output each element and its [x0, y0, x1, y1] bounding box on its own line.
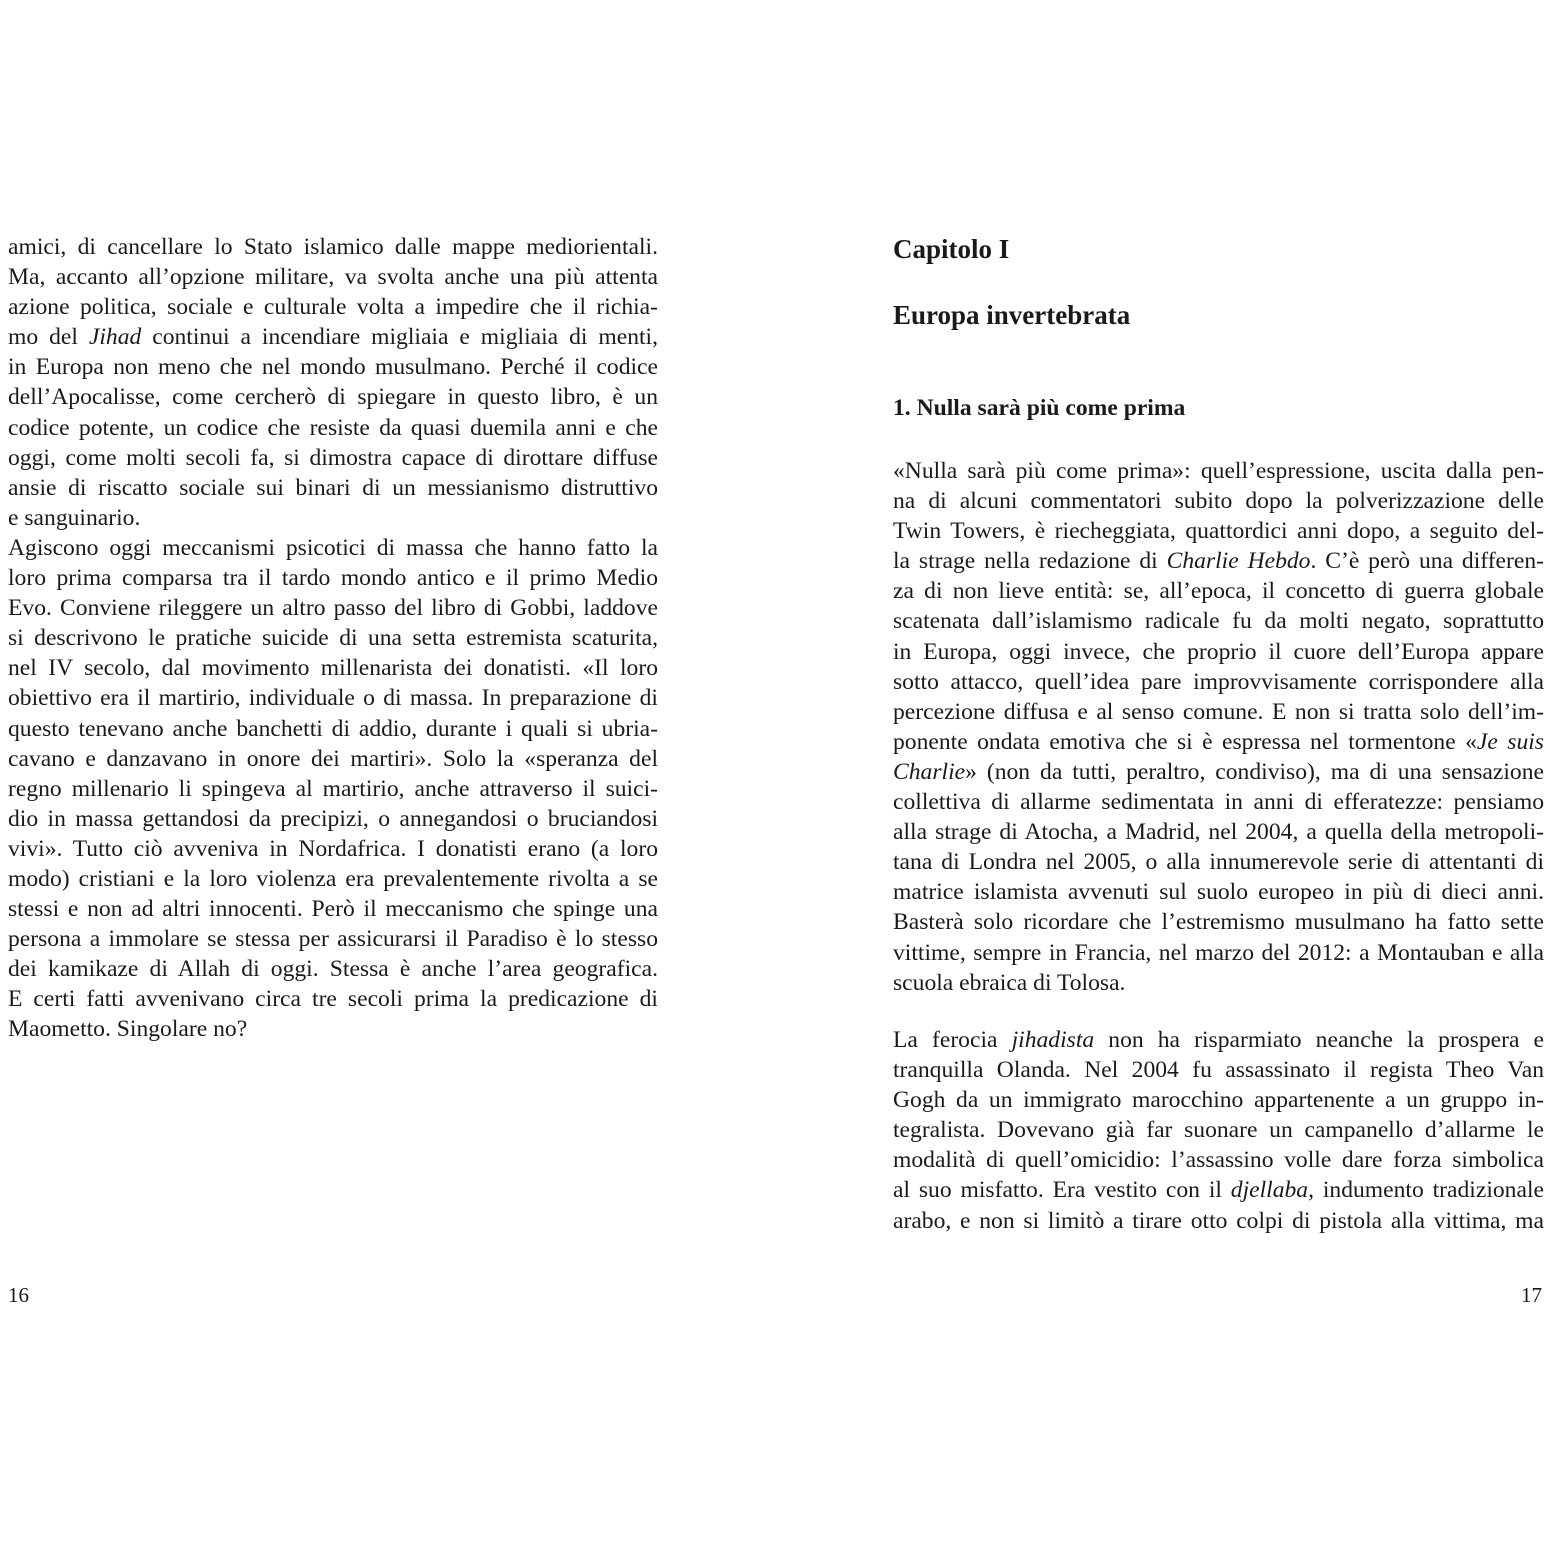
text-line: loro prima comparsa tra il tardo mondo antico e il primo Medio [8, 565, 658, 592]
text-line: codice potente, un codice che resiste da quasi duemila anni e che [8, 414, 658, 441]
text-line: Ma, accanto all’opzione militare, va svolta anche una più attenta [8, 264, 658, 291]
italic-text: Charlie Hebdo [1166, 548, 1311, 575]
text-line: ponente ondata emotiva che si è espressa nel tormentone «Je suis [893, 728, 1544, 755]
text-line: nel IV secolo, dal movimento millenarista dei donatisti. «Il loro [8, 655, 658, 682]
text-line: in Europa non meno che nel mondo musulmano. Perché il codice [8, 354, 658, 381]
text-line: Maometto. Singolare no? [8, 1016, 248, 1043]
text-line: persona a immolare se stessa per assicurarsi il Paradiso è lo stesso [8, 926, 658, 953]
text-line: cavano e danzavano in onore dei martiri». Solo la «speranza del [8, 745, 658, 772]
text-line: dei kamikaze di Allah di oggi. Stessa è anche l’area geografica. [8, 956, 658, 983]
text-line: Evo. Conviene rileggere un altro passo del libro di Gobbi, laddove [8, 595, 658, 622]
text-line: questo tenevano anche banchetti di addio, durante i quali si ubria- [8, 715, 658, 742]
left-page-body [8, 232, 658, 1045]
text-line: scatenata dall’islamismo radicale fu da molti negato, soprattutto [893, 608, 1544, 635]
text-line: alla strage di Atocha, a Madrid, nel 2004, a quella della metropoli- [893, 819, 1544, 846]
text-line: amici, di cancellare lo Stato islamico dalle mappe mediorientali. [8, 234, 658, 260]
text-line: Basterà solo ricordare che l’estremismo musulmano ha fatto sette [893, 909, 1544, 936]
page-number-left: 16 [8, 1283, 29, 1307]
italic-text: djellaba [1230, 1177, 1309, 1204]
section-heading: 1. Nulla sarà più come prima [893, 395, 1186, 421]
text-line: matrice islamista avvenuti sul suolo europeo in più di dieci anni. [893, 879, 1544, 906]
text-line: La ferocia jihadista non ha risparmiato neanche la prospera e [893, 1027, 1544, 1053]
text-line: la strage nella redazione di Charlie Hebdo. C’è però una differen- [893, 548, 1544, 575]
text-line: regno millenario li spingeva al martirio, anche attraverso il suici- [8, 775, 658, 802]
text-line: e sanguinario. [8, 504, 141, 531]
text-line: dio in massa gettandosi da precipizi, o annegandosi o bruciandosi [8, 805, 658, 832]
text-line: E certi fatti avvenivano circa tre secoli prima la predicazione di [8, 986, 658, 1013]
text-line: modo) cristiani e la loro violenza era prevalentemente rivolta a se [8, 865, 658, 892]
text-line: tana di Londra nel 2005, o alla innumerevole serie di attentanti di [893, 849, 1544, 876]
italic-text: jihadista [1011, 1027, 1095, 1053]
text-line: na di alcuni commentatori subito dopo la polverizzazione delle [893, 488, 1544, 515]
text-line: stessi e non ad altri innocenti. Però il meccanismo che spinge una [8, 896, 658, 923]
chapter-subtitle: Europa invertebrata [893, 300, 1131, 330]
text-line: mo del Jihad continui a incendiare migliaia e migliaia di menti, [8, 324, 658, 351]
text-line: modalità di quell’omicidio: l’assassino volle dare forza simbolica [893, 1147, 1544, 1174]
text-line: Gogh da un immigrato marocchino appartenente a un gruppo in- [893, 1087, 1544, 1114]
text-line: Twin Towers, è riecheggiata, quattordici anni dopo, a seguito del- [893, 518, 1544, 545]
text-line: scuola ebraica di Tolosa. [893, 969, 1126, 996]
chapter-title: Capitolo I [893, 234, 1010, 264]
text-line: vittime, sempre in Francia, nel marzo del 2012: a Montauban e alla [893, 939, 1544, 966]
italic-text: Jihad [88, 324, 142, 351]
text-line: obiettivo era il martirio, individuale o di massa. In preparazione di [8, 685, 658, 712]
page-number-right: 17 [1521, 1283, 1542, 1307]
text-line: oggi, come molti secoli fa, si dimostra capace di dirottare diffuse [8, 444, 658, 471]
text-line: tranquilla Olanda. Nel 2004 fu assassinato il regista Theo Van [893, 1057, 1544, 1084]
text-line: vivi». Tutto ciò avveniva in Nordafrica. I donatisti erano (a loro [8, 835, 658, 862]
text-line: Agiscono oggi meccanismi psicotici di massa che hanno fatto la [8, 534, 658, 561]
paragraph-1 [893, 456, 1544, 998]
italic-text: Charlie [893, 758, 966, 785]
text-line: «Nulla sarà più come prima»: quell’espressione, uscita dalla pen- [893, 458, 1544, 484]
text-line: si descrivono le pratiche suicide di una setta estremista scaturita, [8, 625, 658, 652]
text-line: dell’Apocalisse, come cercherò di spiegare in questo libro, è un [8, 384, 658, 411]
paragraph-2 [893, 1025, 1544, 1236]
text-line: tegralista. Dovevano già far suonare un campanello d’allarme le [893, 1117, 1544, 1144]
text-line: Charlie» (non da tutti, peraltro, condiviso), ma di una sensazione [893, 758, 1544, 785]
text-line: ansie di riscatto sociale sui binari di un messianismo distruttivo [8, 474, 658, 501]
text-line: sotto attacco, quell’idea pare improvvisamente corrispondere alla [893, 668, 1544, 695]
right-page [772, 0, 1544, 1544]
text-line: collettiva di allarme sedimentata in anni di efferatezze: pensiamo [893, 789, 1544, 816]
text-line: azione politica, sociale e culturale volta a impedire che il richia- [8, 294, 658, 321]
text-line: al suo misfatto. Era vestito con il djellaba, indumento tradizionale [893, 1177, 1544, 1204]
italic-text: Je suis [1476, 728, 1544, 755]
text-line: in Europa, oggi invece, che proprio il cuore dell’Europa appare [893, 638, 1544, 665]
text-line: arabo, e non si limitò a tirare otto colpi di pistola alla vittima, ma [893, 1207, 1544, 1234]
text-line: percezione diffusa e al senso comune. E non si tratta solo dell’im- [893, 698, 1544, 725]
text-line: za di non lieve entità: se, all’epoca, il concetto di guerra globale [893, 578, 1544, 605]
